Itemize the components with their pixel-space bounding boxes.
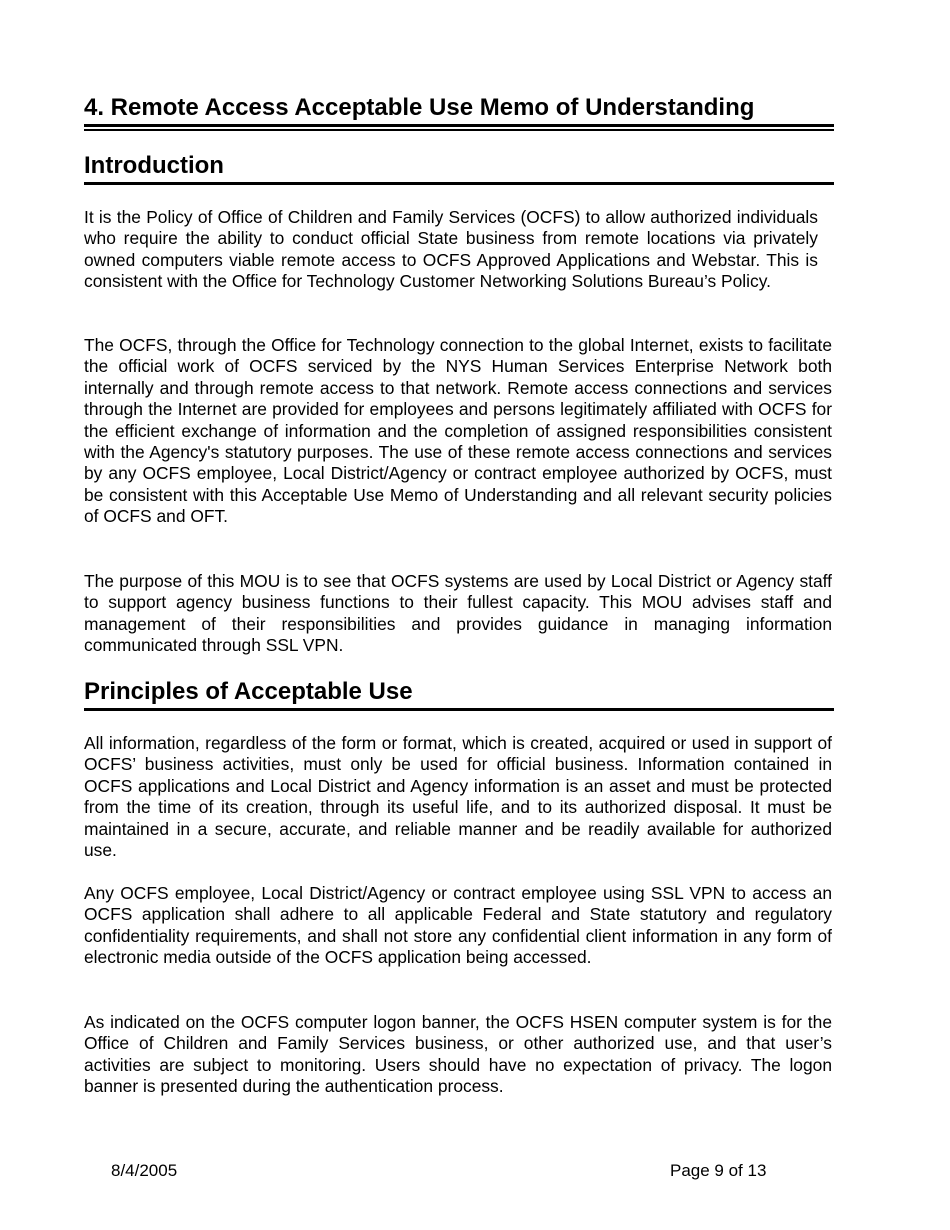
document-title: 4. Remote Access Acceptable Use Memo of Understanding bbox=[84, 94, 755, 121]
intro-paragraph-2: The OCFS, through the Office for Technology connection to the global Internet, exists to facilitate the official work of OCFS serviced by the NYS Human Services Enterprise Network both internally and through remote access to that network. Remote access connections and services through the Internet are provided for employees and persons legitimately affiliated with OCFS for the efficient exchange of information and the completion of assigned responsibilities consistent with the Agency's statutory purposes. The use of these remote access connections and services by any OCFS employee, Local District/Agency or contract employee authorized by OCFS, must be consistent with this Acceptable Use Memo of Understanding and all relevant security policies of OCFS and OFT. bbox=[84, 335, 832, 527]
principles-paragraph-3: As indicated on the OCFS computer logon banner, the OCFS HSEN computer system is for the Office of Children and Family Services business, or other authorized use, and that user’s activities are subject to monitoring. Users should have no expectation of privacy. The logon banner is presented during the authentication process. bbox=[84, 1012, 832, 1097]
principles-paragraph-1: All information, regardless of the form or format, which is created, acquired or used in support of OCFS’ business activities, must only be used for official business. Information contained in OCFS applications and Local District and Agency information is an asset and must be protected from the time of its creation, through its useful life, and to its authorized disposal. It must be maintained in a secure, accurate, and reliable manner and be readily available for authorized use. bbox=[84, 733, 832, 861]
footer-page-number: Page 9 of 13 bbox=[670, 1161, 767, 1180]
title-rule-thick bbox=[84, 124, 834, 127]
principles-paragraph-2: Any OCFS employee, Local District/Agency or contract employee using SSL VPN to access an OCFS application shall adhere to all applicable Federal and State statutory and regulatory confidentiality requirements, and shall not store any confidential client information in any form of electronic media outside of the OCFS application being accessed. bbox=[84, 883, 832, 968]
section-heading-introduction: Introduction bbox=[84, 152, 224, 179]
section-heading-principles: Principles of Acceptable Use bbox=[84, 678, 413, 705]
section-rule-introduction bbox=[84, 182, 834, 185]
title-rule-thin bbox=[84, 129, 834, 131]
footer-date: 8/4/2005 bbox=[111, 1161, 178, 1180]
intro-paragraph-3: The purpose of this MOU is to see that OCFS systems are used by Local District or Agency staff to support agency business functions to their fullest capacity. This MOU advises staff and management of their responsibilities and provides guidance in managing information communicated through SSL VPN. bbox=[84, 571, 832, 656]
intro-paragraph-1: It is the Policy of Office of Children and Family Services (OCFS) to allow authorized individuals who require the ability to conduct official State business from remote locations via privately owned computers viable remote access to OCFS Approved Applications and Webstar. This is consistent with the Office for Technology Customer Networking Solutions Bureau’s Policy. bbox=[84, 207, 818, 292]
section-rule-principles bbox=[84, 708, 834, 711]
